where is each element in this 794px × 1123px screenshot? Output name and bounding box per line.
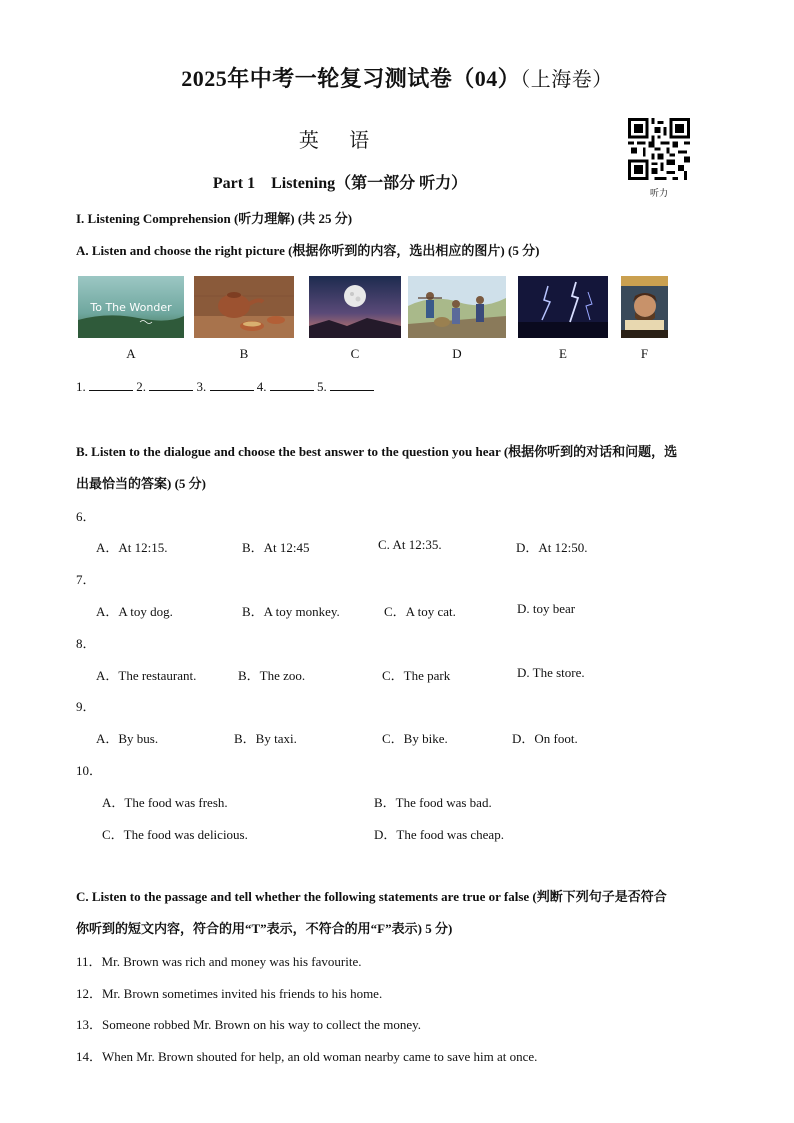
- answer-blank-2[interactable]: [149, 379, 193, 391]
- picture-b: [194, 276, 294, 338]
- question-number: 9．: [76, 699, 96, 714]
- picture-label-c: C: [350, 346, 360, 361]
- answer-blank-1[interactable]: [89, 379, 133, 391]
- qr-label: 听力: [649, 189, 668, 199]
- option[interactable]: A．A toy dog.: [96, 604, 173, 619]
- question-number: 7．: [76, 572, 96, 587]
- option[interactable]: D．The food was cheap.: [374, 827, 504, 842]
- option[interactable]: D．At 12:50.: [516, 540, 588, 555]
- picture-label-a: A: [126, 346, 136, 361]
- blank-label: 3.: [196, 379, 207, 394]
- option[interactable]: C．By bike.: [382, 731, 448, 746]
- section-heading: I. Listening Comprehension (听力理解) (共 25 分): [76, 211, 353, 226]
- picture-f: [621, 276, 668, 338]
- statement: 12．Mr. Brown sometimes invited his friends to his home.: [76, 986, 383, 1001]
- blank-label: 2.: [136, 379, 146, 394]
- option[interactable]: D. The store.: [517, 665, 585, 680]
- answer-blanks-row: [76, 379, 374, 395]
- option[interactable]: D. toy bear: [517, 601, 576, 616]
- blank-label: 1.: [76, 379, 86, 394]
- option[interactable]: B．The food was bad.: [374, 795, 492, 810]
- blank-label: 4.: [256, 379, 267, 394]
- picture-a-caption: To The Wonder: [90, 301, 172, 314]
- picture-c: [309, 276, 401, 338]
- qr-code-icon[interactable]: [628, 118, 690, 180]
- statement: 14．When Mr. Brown shouted for help, an old woman nearby came to save him at once.: [76, 1049, 538, 1064]
- picture-label-d: D: [452, 346, 462, 361]
- section-c-heading-line2: 你听到的短文内容，符合的用“T”表示，不符合的用“F”表示) 5 分): [76, 921, 453, 936]
- option[interactable]: A．At 12:15.: [96, 540, 168, 555]
- answer-blank-4[interactable]: [270, 379, 314, 391]
- answer-blank-5[interactable]: [330, 379, 374, 391]
- option[interactable]: B．The zoo.: [238, 668, 306, 683]
- option[interactable]: C．The park: [382, 668, 451, 683]
- question-number: 8．: [76, 636, 96, 651]
- option[interactable]: B．By taxi.: [234, 731, 297, 746]
- question-number: 6．: [76, 509, 96, 524]
- option[interactable]: A．The food was fresh.: [102, 795, 228, 810]
- statement: 11．Mr. Brown was rich and money was his favourite.: [76, 954, 362, 969]
- page-title: [0, 62, 794, 93]
- option[interactable]: B．A toy monkey.: [242, 604, 340, 619]
- answer-blank-3[interactable]: [210, 379, 254, 391]
- picture-label-b: B: [239, 346, 249, 361]
- section-b-heading-line1: B. Listen to the dialogue and choose the best answer to the question you hear (根据你听到的对话和问题，选: [76, 444, 678, 459]
- picture-a: [78, 276, 184, 338]
- section-b-heading-line2: 出最恰当的答案) (5 分): [76, 476, 206, 491]
- picture-label-e: E: [559, 346, 567, 361]
- title-main: 2025年中考一轮复习测试卷（04）: [181, 66, 521, 91]
- blank-label: 5.: [317, 379, 327, 394]
- option[interactable]: D．On foot.: [512, 731, 578, 746]
- section-c-heading-line1: C. Listen to the passage and tell whether the following statements are true or false (判断下列句子是否符合: [76, 889, 667, 904]
- picture-e: [518, 276, 608, 338]
- question-number: 10．: [76, 763, 103, 778]
- subject-heading: 英 语: [298, 128, 382, 152]
- picture-d: [408, 276, 506, 338]
- option[interactable]: B．At 12:45: [242, 540, 310, 555]
- picture-label-f: F: [640, 346, 649, 361]
- part-heading: Part 1 Listening（第一部分 听力）: [212, 175, 468, 192]
- statement: 13．Someone robbed Mr. Brown on his way to collect the money.: [76, 1017, 422, 1032]
- option[interactable]: C. At 12:35.: [378, 537, 442, 552]
- option[interactable]: A．By bus.: [96, 731, 159, 746]
- option[interactable]: A．The restaurant.: [96, 668, 197, 683]
- option[interactable]: C．A toy cat.: [384, 604, 456, 619]
- title-region: （上海卷）: [520, 69, 613, 91]
- section-a-heading: A. Listen and choose the right picture (根据你听到的内容，选出相应的图片) (5 分): [76, 243, 540, 258]
- option[interactable]: C．The food was delicious.: [102, 827, 248, 842]
